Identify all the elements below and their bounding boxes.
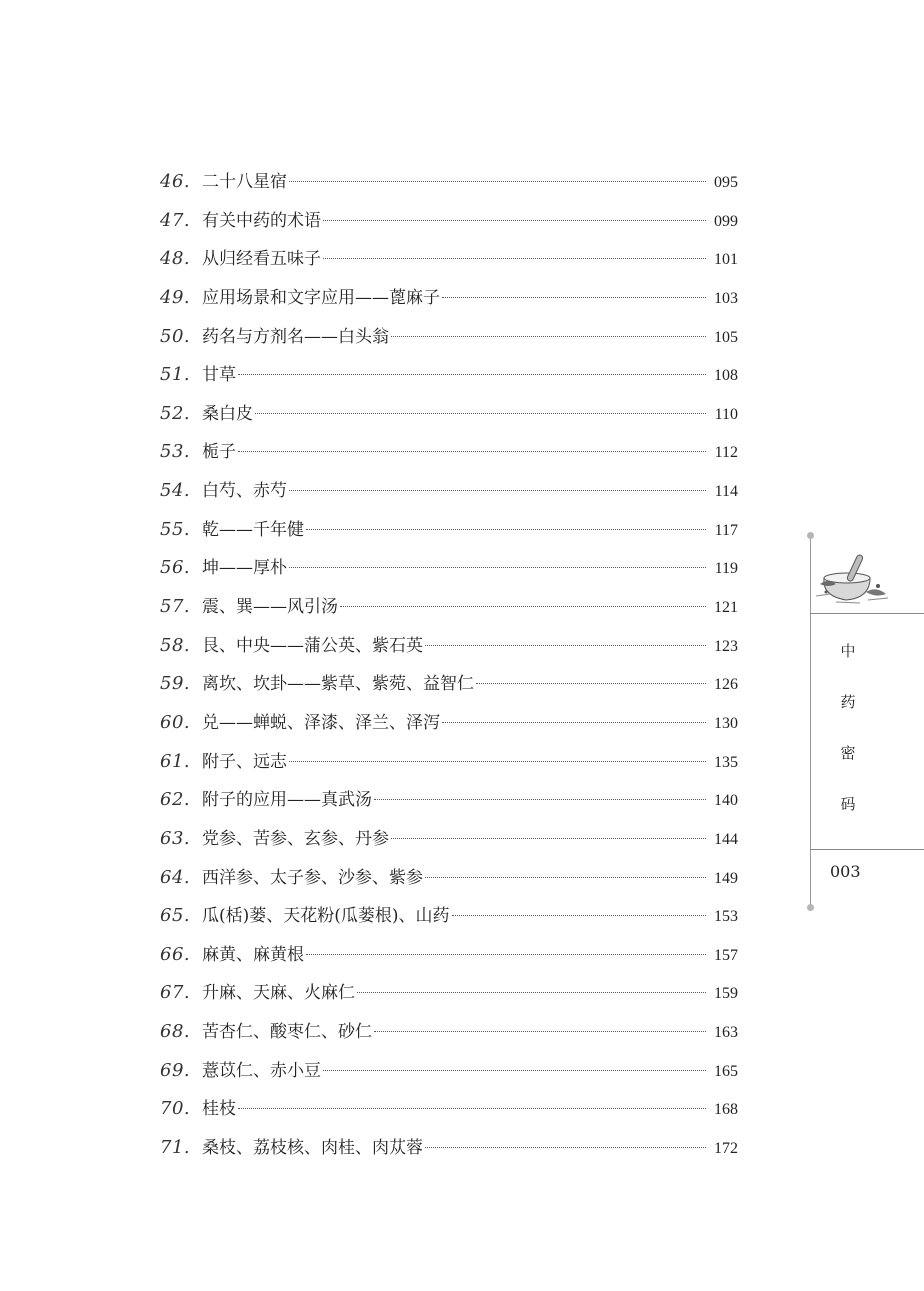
toc-entry-number: 59. bbox=[160, 673, 191, 695]
toc-entry-number: 48. bbox=[160, 248, 191, 270]
toc-dot-leader bbox=[452, 915, 706, 916]
toc-entry-number: 55. bbox=[160, 518, 191, 540]
toc-entry[interactable] bbox=[160, 1129, 738, 1168]
toc-dot-leader bbox=[255, 413, 706, 414]
toc-entry-page: 121 bbox=[714, 599, 738, 617]
toc-entry-title: 桂枝 bbox=[202, 1099, 236, 1120]
toc-entry[interactable] bbox=[160, 936, 738, 975]
book-title-vertical bbox=[836, 640, 860, 844]
toc-entry-page: 126 bbox=[714, 676, 738, 694]
toc-entry-title: 有关中药的术语 bbox=[202, 210, 321, 231]
toc-entry[interactable] bbox=[160, 279, 738, 318]
toc-dot-leader bbox=[323, 1070, 706, 1071]
book-title-char: 密 bbox=[840, 744, 856, 762]
toc-dot-leader bbox=[238, 1108, 706, 1109]
side-tab-divider-bottom bbox=[810, 849, 924, 850]
side-tab-rule bbox=[810, 535, 811, 908]
toc-entry[interactable] bbox=[160, 202, 738, 241]
table-of-contents bbox=[160, 163, 738, 1168]
toc-entry-page: 101 bbox=[714, 251, 738, 269]
side-tab-divider-top bbox=[810, 613, 924, 614]
toc-entry-page: 130 bbox=[714, 714, 738, 732]
toc-entry-title: 离坎、坎卦——紫草、紫菀、益智仁 bbox=[202, 674, 474, 695]
toc-entry-title: 震、巽——风引汤 bbox=[202, 597, 338, 618]
toc-entry-number: 61. bbox=[160, 750, 191, 772]
toc-entry-page: 168 bbox=[714, 1101, 738, 1119]
toc-dot-leader bbox=[289, 761, 706, 762]
toc-entry-number: 63. bbox=[160, 827, 191, 849]
toc-entry[interactable] bbox=[160, 665, 738, 704]
toc-entry-number: 67. bbox=[160, 982, 191, 1004]
toc-dot-leader bbox=[306, 954, 706, 955]
toc-entry-number: 60. bbox=[160, 711, 191, 733]
toc-entry-page: 119 bbox=[714, 560, 738, 578]
toc-entry-title: 瓜(栝)蒌、天花粉(瓜蒌根)、山药 bbox=[202, 906, 450, 927]
toc-dot-leader bbox=[289, 567, 706, 568]
toc-entry-title: 附子、远志 bbox=[202, 751, 287, 772]
toc-entry-number: 68. bbox=[160, 1021, 191, 1043]
toc-entry-page: 108 bbox=[714, 367, 738, 385]
book-title-char: 药 bbox=[840, 693, 856, 711]
toc-entry[interactable] bbox=[160, 627, 738, 666]
toc-entry[interactable] bbox=[160, 318, 738, 357]
toc-entry-page: 163 bbox=[714, 1024, 738, 1042]
toc-entry[interactable] bbox=[160, 588, 738, 627]
toc-entry-number: 69. bbox=[160, 1059, 191, 1081]
toc-dot-leader bbox=[340, 606, 706, 607]
toc-dot-leader bbox=[323, 258, 706, 259]
side-tab-dot-top bbox=[807, 532, 814, 539]
toc-entry-number: 57. bbox=[160, 596, 191, 618]
toc-entry[interactable] bbox=[160, 743, 738, 782]
toc-entry-title: 应用场景和文字应用——蓖麻子 bbox=[202, 287, 440, 308]
toc-entry-page: 123 bbox=[714, 637, 738, 655]
toc-entry-page: 105 bbox=[714, 328, 738, 346]
toc-dot-leader bbox=[442, 297, 706, 298]
toc-entry-title: 附子的应用——真武汤 bbox=[202, 790, 372, 811]
toc-entry-number: 49. bbox=[160, 286, 191, 308]
toc-entry[interactable] bbox=[160, 395, 738, 434]
toc-entry[interactable] bbox=[160, 549, 738, 588]
toc-entry-title: 西洋参、太子参、沙参、紫参 bbox=[202, 867, 423, 888]
toc-dot-leader bbox=[391, 336, 706, 337]
toc-entry-title: 白芍、赤芍 bbox=[202, 481, 287, 502]
toc-entry-page: 165 bbox=[714, 1062, 738, 1080]
toc-entry-page: 159 bbox=[714, 985, 738, 1003]
toc-entry[interactable] bbox=[160, 1052, 738, 1091]
toc-entry-number: 46. bbox=[160, 171, 191, 192]
toc-dot-leader bbox=[442, 722, 706, 723]
toc-entry[interactable] bbox=[160, 433, 738, 472]
toc-entry[interactable] bbox=[160, 974, 738, 1013]
toc-entry-number: 62. bbox=[160, 789, 191, 811]
toc-entry-page: 112 bbox=[714, 444, 738, 462]
toc-entry[interactable] bbox=[160, 511, 738, 550]
toc-entry[interactable] bbox=[160, 859, 738, 898]
toc-dot-leader bbox=[238, 374, 706, 375]
toc-entry-title: 乾——千年健 bbox=[202, 519, 304, 540]
toc-entry-title: 栀子 bbox=[202, 442, 236, 463]
toc-entry-title: 苦杏仁、酸枣仁、砂仁 bbox=[202, 1022, 372, 1043]
toc-entry-page: 135 bbox=[714, 753, 738, 771]
toc-entry[interactable] bbox=[160, 240, 738, 279]
toc-entry-page: 114 bbox=[714, 483, 738, 501]
toc-entry-title: 党参、苦参、玄参、丹参 bbox=[202, 828, 389, 849]
toc-dot-leader bbox=[476, 683, 706, 684]
toc-entry-number: 70. bbox=[160, 1098, 191, 1120]
toc-dot-leader bbox=[357, 992, 706, 993]
toc-dot-leader bbox=[289, 490, 706, 491]
toc-entry-page: 110 bbox=[714, 405, 738, 423]
toc-dot-leader bbox=[306, 529, 706, 530]
toc-entry-number: 51. bbox=[160, 364, 191, 386]
toc-entry-page: 099 bbox=[714, 212, 738, 230]
toc-dot-leader bbox=[425, 877, 706, 878]
toc-entry-title: 药名与方剂名——白头翁 bbox=[202, 326, 389, 347]
toc-entry-page: 103 bbox=[714, 289, 738, 307]
toc-dot-leader bbox=[425, 1147, 706, 1148]
toc-dot-leader bbox=[374, 1031, 706, 1032]
toc-dot-leader bbox=[391, 838, 706, 839]
toc-entry-page: 153 bbox=[714, 908, 738, 926]
toc-entry-title: 桑白皮 bbox=[202, 403, 253, 424]
toc-entry[interactable] bbox=[160, 163, 738, 202]
toc-entry-page: 144 bbox=[714, 830, 738, 848]
toc-entry-title: 兑——蝉蜕、泽漆、泽兰、泽泻 bbox=[202, 712, 440, 733]
toc-dot-leader bbox=[289, 181, 706, 182]
toc-entry-title: 升麻、天麻、火麻仁 bbox=[202, 983, 355, 1004]
book-title-char: 中 bbox=[840, 642, 856, 660]
book-title-char: 码 bbox=[840, 795, 856, 813]
toc-entry-title: 艮、中央——蒲公英、紫石英 bbox=[202, 635, 423, 656]
toc-entry-number: 64. bbox=[160, 866, 191, 888]
toc-entry-number: 71. bbox=[160, 1137, 191, 1159]
toc-entry-title: 坤——厚朴 bbox=[202, 558, 287, 579]
toc-entry-title: 甘草 bbox=[202, 365, 236, 386]
toc-entry-number: 52. bbox=[160, 402, 191, 424]
toc-dot-leader bbox=[323, 220, 706, 221]
toc-dot-leader bbox=[374, 799, 706, 800]
toc-entry[interactable] bbox=[160, 820, 738, 859]
toc-entry-number: 47. bbox=[160, 209, 191, 231]
toc-entry-page: 095 bbox=[714, 174, 738, 191]
toc-entry-number: 65. bbox=[160, 905, 191, 927]
toc-entry-page: 149 bbox=[714, 869, 738, 887]
toc-entry[interactable] bbox=[160, 356, 738, 395]
toc-dot-leader bbox=[238, 451, 706, 452]
toc-entry-page: 140 bbox=[714, 792, 738, 810]
toc-dot-leader bbox=[425, 645, 706, 646]
toc-entry[interactable] bbox=[160, 472, 738, 511]
toc-entry-title: 薏苡仁、赤小豆 bbox=[202, 1060, 321, 1081]
toc-entry[interactable] bbox=[160, 704, 738, 743]
toc-entry-title: 二十八星宿 bbox=[202, 172, 287, 192]
toc-entry-page: 117 bbox=[714, 521, 738, 539]
toc-entry-title: 从归经看五味子 bbox=[202, 249, 321, 270]
toc-entry-page: 157 bbox=[714, 946, 738, 964]
toc-entry-page: 172 bbox=[714, 1140, 738, 1158]
mortar-pestle-icon bbox=[816, 548, 890, 606]
toc-entry-number: 50. bbox=[160, 325, 191, 347]
toc-entry-number: 53. bbox=[160, 441, 191, 463]
toc-entry[interactable] bbox=[160, 781, 738, 820]
toc-entry[interactable] bbox=[160, 1013, 738, 1052]
toc-entry-title: 麻黄、麻黄根 bbox=[202, 944, 304, 965]
toc-entry-number: 56. bbox=[160, 557, 191, 579]
toc-entry-number: 54. bbox=[160, 480, 191, 502]
toc-entry-number: 58. bbox=[160, 634, 191, 656]
side-tab-dot-bottom bbox=[807, 904, 814, 911]
toc-entry-title: 桑枝、荔枝核、肉桂、肉苁蓉 bbox=[202, 1138, 423, 1159]
toc-entry-number: 66. bbox=[160, 943, 191, 965]
toc-entry[interactable] bbox=[160, 1090, 738, 1129]
page-number: 003 bbox=[830, 862, 861, 881]
toc-entry[interactable] bbox=[160, 897, 738, 936]
